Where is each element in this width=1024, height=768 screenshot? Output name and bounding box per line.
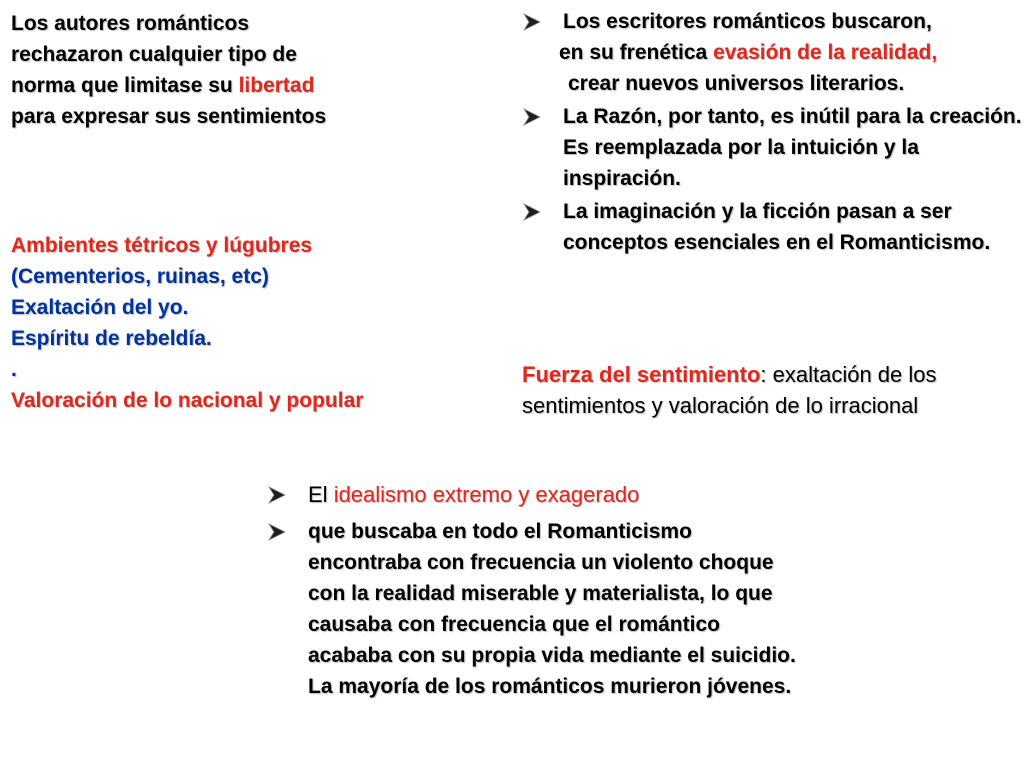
arrowhead-bullet-icon	[522, 108, 542, 126]
bottom-bullet-2	[267, 516, 827, 702]
right-bullet-3-text: La imaginación y la ficción pasan a ser conceptos esenciales en el Romanticismo.	[563, 200, 991, 254]
arrowhead-bullet-icon	[267, 523, 287, 541]
right-bullet-2	[522, 101, 1022, 194]
characteristic-item-5: .	[11, 358, 17, 381]
right-bullet-1-continuation-2	[522, 68, 1022, 99]
bottom-bullet-list	[267, 479, 827, 702]
idealismo-highlight: idealismo extremo y exagerado	[333, 482, 640, 507]
characteristic-item-6: Valoración de lo nacional y popular	[11, 389, 364, 412]
right-bullet-1-line-2-before: en su frenética	[559, 41, 714, 64]
right-bullet-list	[522, 6, 1022, 258]
intro-text-after: para expresar sus sentimientos	[11, 105, 327, 128]
characteristic-item-4: Espíritu de rebeldía.	[11, 327, 212, 350]
fuerza-text: : exaltación de los sentimientos y valoración de lo irracional	[522, 362, 937, 418]
characteristic-item-1: Ambientes tétricos y lúgubres	[11, 234, 313, 257]
intro-highlight-libertad: libertad	[238, 74, 315, 97]
right-bullet-1-line-1: Los escritores románticos buscaron,	[563, 10, 932, 33]
fuerza-highlight: Fuerza del sentimiento	[522, 362, 761, 387]
characteristic-item-3: Exaltación del yo.	[11, 296, 189, 319]
right-bullet-1-line-3: crear nuevos universos literarios.	[568, 72, 905, 95]
fuerza-paragraph	[522, 359, 992, 421]
intro-paragraph	[11, 8, 356, 132]
right-bullet-3	[522, 196, 1022, 258]
bottom-bullet-2-text: que buscaba en todo el Romanticismo encontraba con frecuencia un violento choque con la realidad miserable y materialista, lo que causaba con frecuencia que el romántico acababa con su propia vida mediante el suicidio. La mayoría de los románticos murieron jóvenes.	[308, 520, 796, 698]
right-bullet-2-text: La Razón, por tanto, es inútil para la creación. Es reemplazada por la intuición y la inspiración.	[563, 105, 1022, 190]
arrowhead-bullet-icon	[522, 203, 542, 221]
evasion-highlight: evasión de la realidad,	[713, 41, 938, 64]
characteristic-item-2: (Cementerios, ruinas, etc)	[11, 265, 269, 288]
arrowhead-bullet-icon	[267, 486, 287, 504]
right-bullet-1	[522, 6, 1022, 37]
characteristics-list	[11, 230, 481, 416]
arrowhead-bullet-icon	[522, 13, 542, 31]
intro-text-before: Los autores románticos rechazaron cualquier tipo de norma que limitase su	[11, 12, 297, 97]
bottom-bullet-1-prefix: El	[308, 482, 334, 507]
right-bullet-1-continuation-1	[522, 37, 1022, 68]
bottom-bullet-1	[267, 479, 827, 510]
